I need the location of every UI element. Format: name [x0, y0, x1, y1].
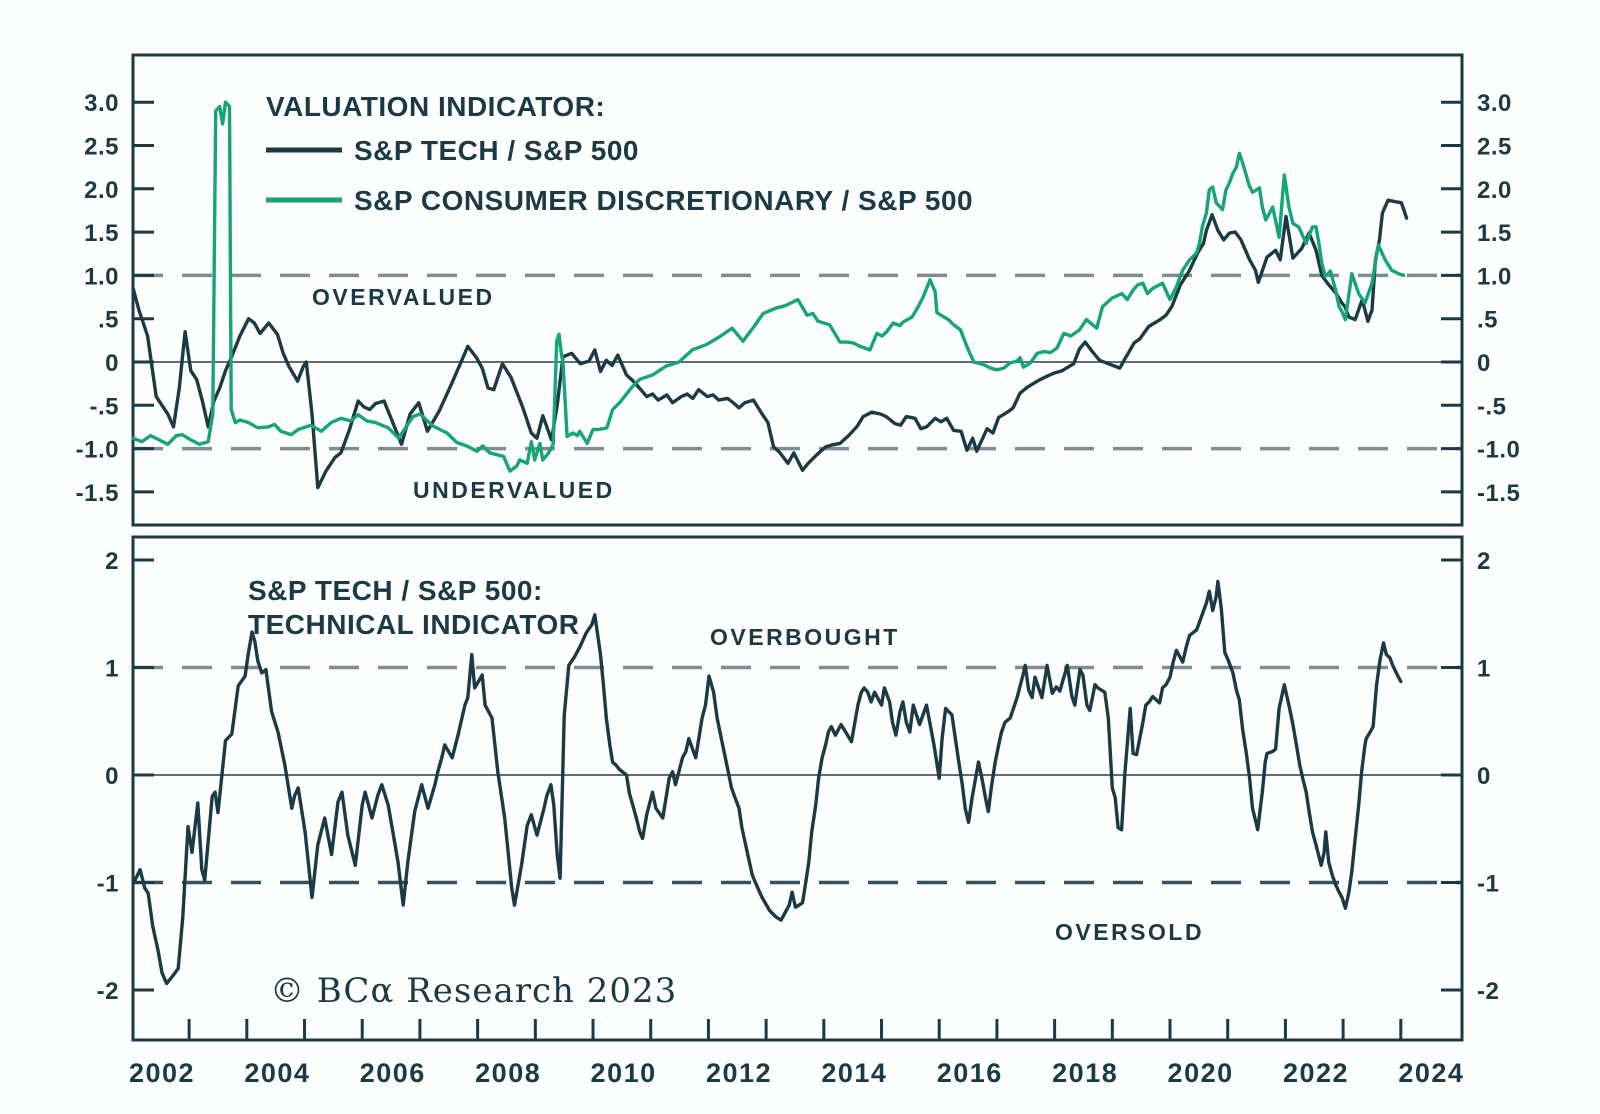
y-axis-label-left: 2: [105, 548, 119, 575]
y-axis-label-left: 0: [105, 763, 119, 790]
technical-panel-title-line1: S&P TECH / S&P 500:: [248, 575, 543, 606]
overbought-annotation: OVERBOUGHT: [710, 624, 900, 650]
y-axis-label-right: 3.0: [1477, 90, 1512, 118]
y-axis-label-right: -2: [1477, 978, 1500, 1005]
y-axis-label-left: -.5: [89, 393, 119, 421]
overvalued-annotation: OVERVALUED: [312, 284, 495, 310]
y-axis-label-left: 0: [105, 350, 119, 377]
y-axis-label-left: .5: [97, 306, 119, 334]
y-axis-label-left: 1.5: [84, 220, 119, 248]
y-axis-label-left: -1.0: [75, 436, 119, 464]
technical-panel-title: [248, 575, 580, 640]
y-axis-label-right: 2.0: [1477, 176, 1512, 204]
undervalued-annotation: UNDERVALUED: [413, 477, 615, 503]
legend-label-tech: S&P TECH / S&P 500: [354, 135, 639, 166]
y-axis-label-right: 0: [1477, 350, 1491, 377]
x-axis-year-label: 2014: [821, 1058, 888, 1088]
y-axis-label-right: 0: [1477, 763, 1491, 790]
legend-label-consumer-discretionary: S&P CONSUMER DISCRETIONARY / S&P 500: [354, 185, 974, 216]
y-axis-label-right: 1.0: [1477, 263, 1512, 291]
oversold-annotation: OVERSOLD: [1055, 919, 1205, 945]
y-axis-label-right: 2.5: [1477, 133, 1512, 161]
y-axis-label-left: 1.0: [84, 263, 119, 291]
y-axis-label-left: 2.0: [84, 176, 119, 204]
y-axis-label-right: .5: [1477, 306, 1499, 334]
y-axis-label-left: 3.0: [84, 90, 119, 118]
x-axis-year-label: 2006: [359, 1058, 426, 1088]
y-axis-label-left: -1: [96, 870, 119, 898]
technical-panel-title-line2: TECHNICAL INDICATOR: [248, 609, 580, 640]
y-axis-label-right: -.5: [1477, 393, 1507, 421]
x-axis-year-label: 2010: [590, 1058, 657, 1088]
x-axis-year-label: 2022: [1282, 1058, 1350, 1088]
y-axis-label-right: 2: [1477, 548, 1491, 575]
legend-title: VALUATION INDICATOR:: [266, 91, 606, 122]
y-axis-label-right: -1.5: [1477, 479, 1521, 507]
y-axis-label-left: -2: [96, 978, 119, 1005]
y-axis-label-left: 2.5: [84, 133, 119, 161]
series-line-s-p-tech-s-p-500: [133, 200, 1406, 488]
y-axis-label-left: -1.5: [75, 479, 119, 507]
y-axis-label-right: 1.5: [1477, 220, 1512, 248]
y-axis-label-right: -1.0: [1477, 436, 1521, 464]
x-axis-year-label: 2018: [1052, 1058, 1119, 1088]
x-axis-year-label: 2008: [475, 1058, 542, 1088]
x-axis-year-label: 2024: [1398, 1058, 1465, 1088]
x-axis-year-label: 2012: [705, 1058, 773, 1088]
x-axis-year-label: 2016: [936, 1058, 1003, 1088]
y-axis-label-right: 1: [1477, 655, 1491, 683]
x-axis-year-label: 2004: [244, 1058, 311, 1088]
y-axis-label-left: 1: [105, 655, 119, 683]
legend: [266, 91, 973, 216]
copyright-text: © BCα Research 2023: [270, 971, 678, 1011]
x-axis-year-label: 2020: [1167, 1058, 1234, 1088]
x-axis-year-label: 2002: [128, 1058, 196, 1088]
y-axis-label-right: -1: [1477, 870, 1500, 898]
